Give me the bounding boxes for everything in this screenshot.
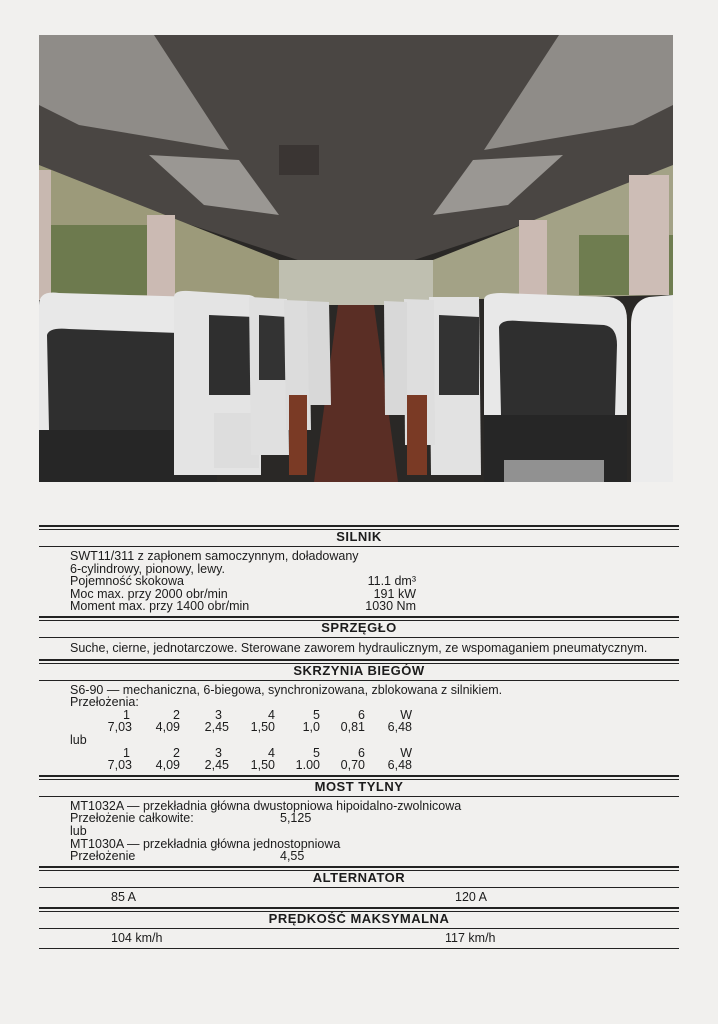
gear-number: 2	[173, 707, 180, 722]
predkosc-right-value: 117 km/h	[445, 930, 496, 945]
gear-number: 1	[123, 707, 130, 722]
section-heading-predkosc: PRĘDKOŚĆ MAKSYMALNA	[39, 907, 679, 929]
gear-number: 4	[268, 707, 275, 722]
alternator-values	[39, 888, 679, 907]
gear-ratio: 1,0	[302, 720, 320, 735]
section-heading-sprzeglo: SPRZĘGŁO	[39, 616, 679, 638]
gear-ratio-row	[70, 759, 679, 772]
gear-ratio: 6,48	[387, 720, 412, 735]
gear-ratio-row	[70, 721, 679, 734]
gear-number: 5	[313, 745, 320, 760]
gear-ratio: 2,45	[204, 720, 229, 735]
gear-number: 6	[358, 707, 365, 722]
gear-ratio: 4,09	[155, 720, 180, 735]
gear-number: 5	[313, 707, 320, 722]
section-body-silnik	[39, 547, 679, 616]
most-ratio-row	[70, 850, 679, 863]
spec-label: Pojemność skokowa	[70, 574, 184, 589]
spec-label: Przełożenie całkowite:	[70, 811, 194, 826]
bus-interior-photo	[39, 35, 673, 482]
spec-label: Moment max. przy 1400 obr/min	[70, 599, 250, 614]
gear-ratio: 1.00	[295, 758, 320, 773]
spec-label: Przełożenie	[70, 849, 136, 864]
bottom-rule	[39, 948, 679, 949]
spec-value: 4,55	[280, 849, 305, 864]
section-heading-silnik: SILNIK	[39, 525, 679, 547]
skrzynia-desc: S6-90 — mechaniczna, 6-biegowa, synchronizowana, zblokowana z silnikiem.	[70, 682, 503, 697]
or-label: lub	[70, 823, 87, 838]
predkosc-values	[39, 929, 679, 948]
gear-number: 6	[358, 745, 365, 760]
silnik-row	[70, 600, 679, 613]
section-heading-most: MOST TYLNY	[39, 775, 679, 797]
section-heading-skrzynia: SKRZYNIA BIEGÓW	[39, 659, 679, 681]
gear-ratio: 1,50	[250, 758, 275, 773]
silnik-desc-line2: 6-cylindrowy, pionowy, lewy.	[70, 561, 225, 576]
gear-number: W	[400, 707, 412, 722]
spec-value: 5,125	[280, 811, 312, 826]
gear-number: 2	[173, 745, 180, 760]
gear-ratio: 4,09	[155, 758, 180, 773]
alternator-right-value: 120 A	[455, 889, 487, 904]
spec-value: 191 kW	[373, 586, 416, 601]
section-heading-alternator: ALTERNATOR	[39, 866, 679, 888]
gear-ratio: 2,45	[204, 758, 229, 773]
gear-number: 4	[268, 745, 275, 760]
ratios-label: Przełożenia:	[70, 695, 139, 710]
most-line3: MT1030A — przekładnia główna jednostopniowa	[70, 836, 341, 851]
gear-ratio: 0,70	[340, 758, 365, 773]
gear-ratio: 7,03	[107, 720, 132, 735]
silnik-desc-line1: SWT11/311 z zapłonem samoczynnym, doładowany	[70, 549, 359, 563]
spec-value: 1030 Nm	[365, 599, 416, 614]
gear-ratio: 1,50	[250, 720, 275, 735]
predkosc-left-value: 104 km/h	[111, 930, 163, 945]
spec-label: Moc max. przy 2000 obr/min	[70, 586, 228, 601]
gear-number: 1	[123, 745, 130, 760]
most-line1: MT1032A — przekładnia główna dwustopniowa hipoidalno-zwolnicowa	[70, 798, 462, 813]
gear-number: 3	[215, 707, 222, 722]
spec-table	[39, 525, 679, 949]
alternator-left-value: 85 A	[111, 889, 137, 904]
gear-number: 3	[215, 745, 222, 760]
gear-ratio: 7,03	[107, 758, 132, 773]
section-body-most	[39, 797, 679, 866]
silnik-row	[70, 575, 679, 588]
gear-ratio: 6,48	[387, 758, 412, 773]
spec-value: 11.1 dm³	[367, 574, 416, 589]
or-label: lub	[70, 732, 87, 747]
gear-number: W	[400, 745, 412, 760]
most-ratio-row	[70, 812, 679, 825]
sprzeglo-text: Suche, cierne, jednotarczowe. Sterowane zaworem hydraulicznym, ze wspomaganiem pneumatycznym.	[70, 640, 648, 655]
section-body-skrzynia	[39, 681, 679, 775]
gear-ratio: 0,81	[340, 720, 365, 735]
